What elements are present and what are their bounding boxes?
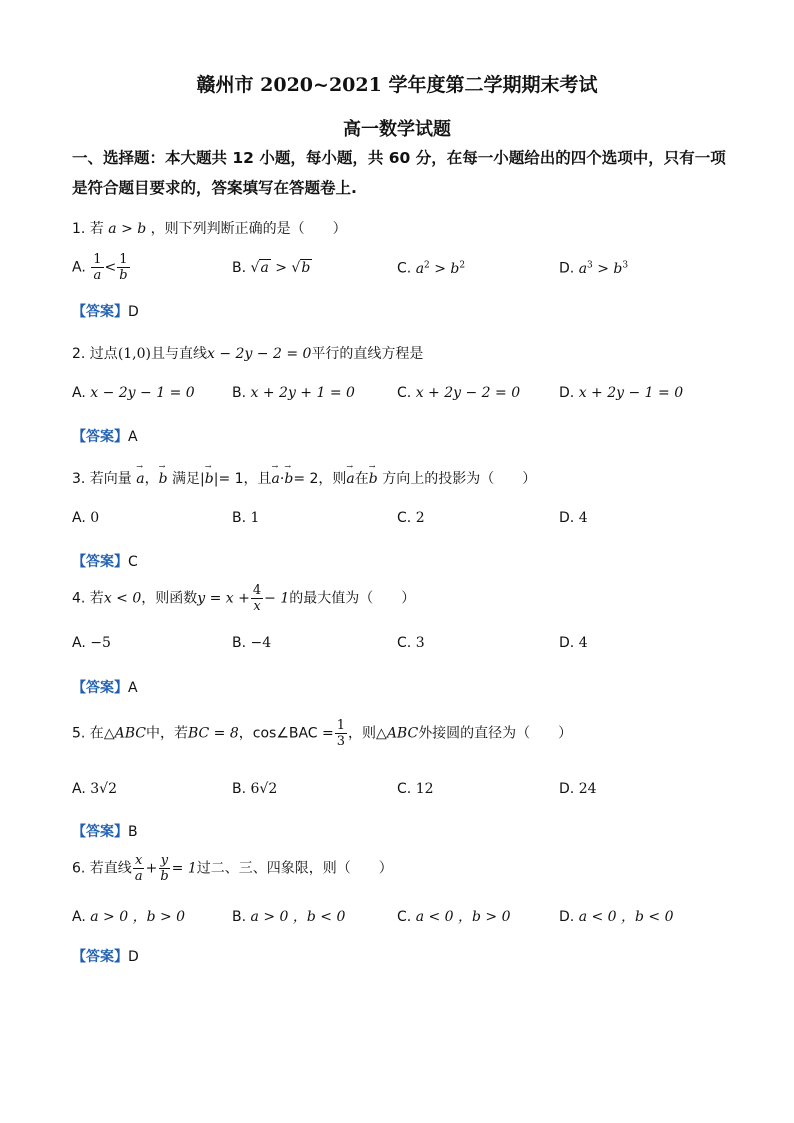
q3-option-b-value: 1 <box>250 510 260 526</box>
q1-option-b[interactable] <box>232 260 312 276</box>
q4-option-d-value: 4 <box>578 635 588 651</box>
q2-point: (1,0) <box>117 346 152 362</box>
q3-answer <box>72 551 138 571</box>
q1-option-a-label: A. <box>72 259 86 276</box>
q1-option-b-math: √a > √b <box>250 260 311 276</box>
q1-option-d-math: $a^3 > b^3$ <box>578 260 629 277</box>
q1-option-b-label: B. <box>232 260 247 276</box>
q2-option-a-math: x − 2y − 1 = 0 <box>90 385 195 401</box>
q5-answer-value: B <box>128 824 138 840</box>
q5-answer <box>72 821 138 841</box>
q4-option-b-value: −4 <box>250 635 272 651</box>
q2-option-b-math: x + 2y + 1 = 0 <box>250 385 355 401</box>
answer-tag: 【答案】 <box>72 680 128 696</box>
question-2 <box>72 343 732 363</box>
q1-option-a[interactable]: A. $\frac{1}{a}$ < $\frac{1}{b}$ <box>72 252 128 283</box>
section-heading <box>72 143 732 203</box>
q3-mid1: 满足 <box>172 471 201 487</box>
q1-prefix: 1. 若 <box>72 221 104 237</box>
q5-option-c[interactable]: C. 12 <box>397 781 434 797</box>
q2-mid: 且与直线 <box>151 346 208 362</box>
q4-option-a-value: −5 <box>90 635 111 651</box>
q5-bc: BC = 8 <box>187 725 239 742</box>
q1-option-c-label: C. <box>397 260 412 277</box>
q6-option-a-value: a > 0 ，b > 0 <box>90 909 186 925</box>
q2-line: x − 2y − 2 = 0 <box>207 346 312 362</box>
q4-suffix: 的最大值为（ ） <box>289 590 416 607</box>
q4-mid: ，则函数 <box>141 590 198 607</box>
q3-answer-value: C <box>128 554 138 570</box>
q1-option-d[interactable] <box>559 260 628 277</box>
answer-tag: 【答案】 <box>72 554 128 570</box>
q3-option-d[interactable]: D. 4 <box>559 510 588 526</box>
q3-option-d-value: 4 <box>578 510 588 526</box>
q5-mid2: ，cos∠BAC = <box>238 725 334 742</box>
question-3: 3. 若向量 → a，→ b 满足|→ b|= 1，且→ a·→ b= 2，则→ a在→ b 方向上的投影为（ ） <box>72 468 732 488</box>
q6-frac-y: $\frac{y}{b}$ <box>160 853 169 884</box>
q3-option-a-value: 0 <box>90 510 100 526</box>
q5-option-a-value: 3√2 <box>90 781 117 797</box>
q3-option-c-value: 2 <box>415 510 425 526</box>
q5-option-c-value: 12 <box>415 781 434 797</box>
q5-mid1: 中，若 <box>145 725 188 742</box>
q6-eq: = 1 <box>171 860 197 877</box>
q5-mid3: ，则 <box>348 725 377 742</box>
q3-option-c[interactable]: C. 2 <box>397 510 425 526</box>
q5-triangle-2: △ABC <box>376 725 419 742</box>
q2-option-a[interactable]: A. x − 2y − 1 = 0 <box>72 385 195 401</box>
q4-condition: x < 0 <box>103 590 142 607</box>
answer-tag: 【答案】 <box>72 824 128 840</box>
q2-option-d[interactable]: D. x + 2y − 1 = 0 <box>559 385 684 401</box>
q5-option-b-value: 6√2 <box>250 781 278 797</box>
q4-answer <box>72 677 138 697</box>
question-5 <box>72 718 732 749</box>
q5-frac: $\frac{1}{3}$ <box>336 718 346 749</box>
q3-norm-b: |→ b| <box>200 471 218 487</box>
q6-option-a[interactable]: A. a > 0 ，b > 0 <box>72 909 186 925</box>
q3-vector-b: → b <box>159 471 168 487</box>
q3-suffix: 方向上的投影为（ ） <box>382 471 537 487</box>
q4-func-right: − 1 <box>264 590 290 607</box>
q1-answer-value: D <box>128 304 139 320</box>
q3-mid3: = 2，则 <box>293 471 347 487</box>
q3-vector-b-2: → b <box>369 471 378 487</box>
q6-frac-x: $\frac{x}{a}$ <box>134 853 143 884</box>
q4-prefix: 4. 若 <box>72 590 104 607</box>
q5-option-d[interactable]: D. 24 <box>559 781 597 797</box>
q6-option-c-value: a < 0 ，b > 0 <box>415 909 511 925</box>
q1-option-a-frac-1: $\frac{1}{a}$ <box>93 252 102 283</box>
question-4 <box>72 583 732 614</box>
exam-title: 赣州市 2020~2021 学年度第二学期期末考试 <box>196 74 598 96</box>
q2-prefix: 2. 过点 <box>72 346 118 362</box>
q5-option-d-value: 24 <box>578 781 597 797</box>
q1-option-c-math: $a^2 > b^2$ <box>415 260 466 277</box>
answer-tag: 【答案】 <box>72 429 128 445</box>
q4-option-c-value: 3 <box>415 635 425 651</box>
q3-vector-a-2: → a <box>346 471 354 487</box>
section-heading-line-1: 一、选择题：本大题共 12 小题，每小题，共 60 分，在每一小题给出的四个选项中，只有一项 <box>72 149 726 167</box>
q1-option-c[interactable] <box>397 260 465 277</box>
q3-mid4: 在 <box>354 471 369 487</box>
answer-tag: 【答案】 <box>72 949 128 965</box>
q1-suffix: ，则下列判断正确的是（ ） <box>150 221 347 237</box>
q6-suffix: 过二、三、四象限，则（ ） <box>196 860 393 877</box>
exam-subtitle: 高一数学试题 <box>343 119 451 140</box>
section-heading-line-2: 是符合题目要求的，答案填写在答题卷上. <box>72 179 357 197</box>
q3-prefix: 3. 若向量 <box>72 471 132 487</box>
q4-func-left: y = x + <box>197 590 250 607</box>
q1-answer <box>72 301 139 321</box>
q2-answer-value: A <box>128 429 138 445</box>
question-6: 6. 若直线 $\frac{x}{a}$ + $\frac{y}{b}$ = 1过二、三、四象限，则（ ） <box>72 853 393 884</box>
q5-option-b[interactable]: B. 6√2 <box>232 781 278 797</box>
q1-option-d-label: D. <box>559 260 575 277</box>
q1-option-a-frac-2: $\frac{1}{b}$ <box>119 252 128 283</box>
q3-option-a[interactable]: A. 0 <box>72 510 100 526</box>
q2-option-d-math: x + 2y − 1 = 0 <box>578 385 684 401</box>
q3-dot: → a·→ b <box>272 471 294 487</box>
q6-prefix: 6. 若直线 <box>72 860 132 877</box>
q6-option-c[interactable]: C. a < 0 ，b > 0 <box>397 909 511 925</box>
q6-option-d[interactable]: D. a < 0 ，b < 0 <box>559 909 674 925</box>
q3-option-b[interactable]: B. 1 <box>232 510 260 526</box>
q2-option-c[interactable]: C. x + 2y − 2 = 0 <box>397 385 521 401</box>
q5-option-a[interactable]: A. 3√2 <box>72 781 117 797</box>
q3-mid2: = 1，且 <box>218 471 272 487</box>
q3-vector-a: → a <box>136 471 144 487</box>
q5-suffix: 外接圆的直径为（ ） <box>418 725 573 742</box>
q4-answer-value: A <box>128 680 138 696</box>
q4-func-frac: $\frac{4}{x}$ <box>252 583 262 614</box>
q1-condition: a > b <box>108 221 147 237</box>
q2-option-b[interactable]: B. x + 2y + 1 = 0 <box>232 385 355 401</box>
q4-option-b[interactable]: B. −4 <box>232 635 272 651</box>
q6-option-b-value: a > 0 ，b < 0 <box>250 909 346 925</box>
q5-prefix: 5. 在 <box>72 725 104 742</box>
q4-option-d[interactable]: D. 4 <box>559 635 588 651</box>
q2-suffix: 平行的直线方程是 <box>311 346 424 362</box>
answer-tag: 【答案】 <box>72 304 128 320</box>
q4-option-a[interactable]: A. −5 <box>72 635 111 651</box>
q2-option-c-math: x + 2y − 2 = 0 <box>415 385 521 401</box>
q2-answer <box>72 426 138 446</box>
q6-answer-value: D <box>128 949 139 965</box>
q5-triangle: △ABC <box>103 725 146 742</box>
question-1 <box>72 218 732 238</box>
q6-answer <box>72 946 139 966</box>
q6-option-b[interactable]: B. a > 0 ，b < 0 <box>232 909 346 925</box>
q6-option-d-value: a < 0 ，b < 0 <box>578 909 674 925</box>
q4-option-c[interactable]: C. 3 <box>397 635 425 651</box>
